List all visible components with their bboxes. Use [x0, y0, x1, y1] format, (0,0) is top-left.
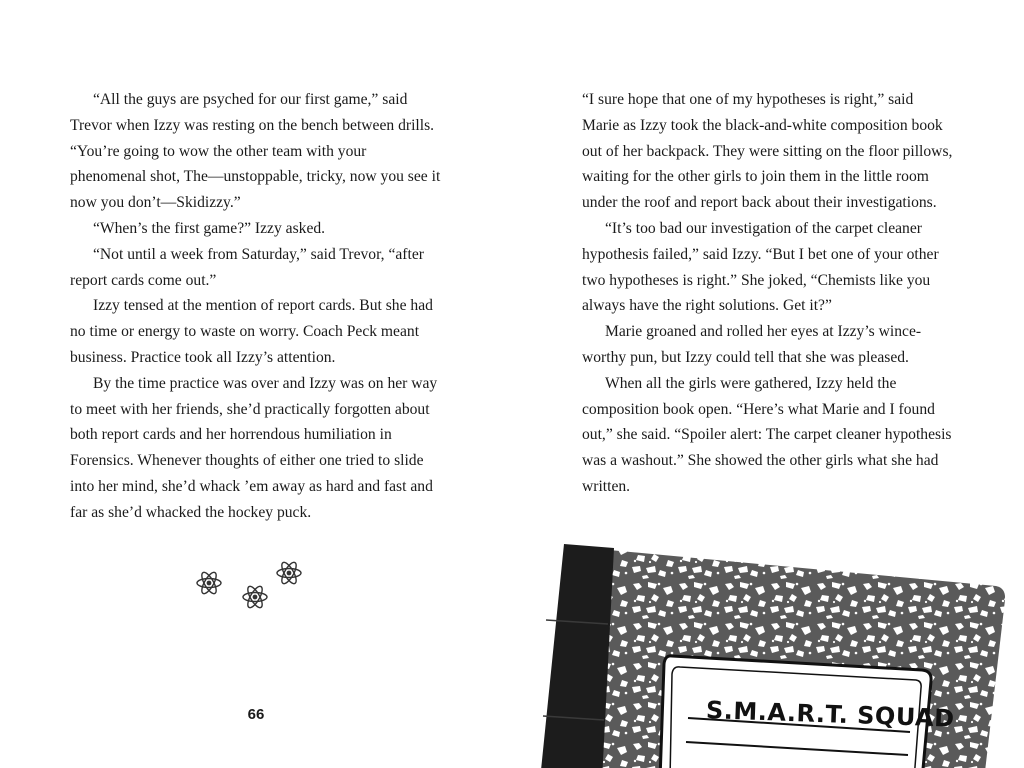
atom-icon — [274, 558, 304, 588]
marble-composition-cover — [538, 540, 1024, 768]
paragraph: “I sure hope that one of my hypotheses is right,” said Marie as Izzy took the black-and-white composition book out of her backpack. They were sitting on the floor pillows, waiting for the other girls to join them in the little room under the roof and report back about their investigations. — [582, 91, 953, 212]
paragraph: When all the girls were gathered, Izzy held the composition book open. “Here’s what Marie and I found out,” she said. “Spoiler alert: The carpet cleaner hypothesis was a washout.” She showed the other girls what she had written. — [582, 374, 952, 495]
paragraph: Izzy tensed at the mention of report cards. But she had no time or energy to waste on worry. Coach Peck meant business. Practice took all Izzy’s attention. — [70, 297, 433, 366]
left-page-text — [70, 87, 442, 526]
section-divider — [192, 556, 312, 616]
notebook-label: S.M.A.R.T. SQUAD — [705, 696, 956, 733]
right-page-text — [582, 87, 954, 500]
atom-icon — [240, 582, 270, 612]
paragraph: By the time practice was over and Izzy was on her way to meet with her friends, she’d practically forgotten about both report cards and her horrendous humiliation in Forensics. Whenever thoughts of either one tried to slide into her mind, she’d whack ’em away as hard and fast and far as she’d whacked the hockey puck. — [70, 374, 438, 521]
atom-icon — [194, 568, 224, 598]
paragraph: “Not until a week from Saturday,” said Trevor, “after report cards come out.” — [70, 245, 424, 289]
page-number: 66 — [247, 706, 265, 723]
paragraph: Marie groaned and rolled her eyes at Izzy’s wince-worthy pun, but Izzy could tell that she was pleased. — [582, 323, 922, 366]
paragraph: “When’s the first game?” Izzy asked. — [93, 219, 326, 237]
paragraph: “It’s too bad our investigation of the carpet cleaner hypothesis failed,” said Izzy. “But I bet one of your other two hypotheses is right.” She joked, “Chemists like you always have the right solutions. Get it?” — [582, 219, 939, 315]
composition-notebook — [538, 540, 1024, 768]
paragraph: “All the guys are psyched for our first game,” said Trevor when Izzy was resting on the bench between drills. “You’re going to wow the other team with your phenomenal shot, The—unstoppable, tricky, now you see it now you don’t—Skidizzy.” — [70, 91, 441, 212]
